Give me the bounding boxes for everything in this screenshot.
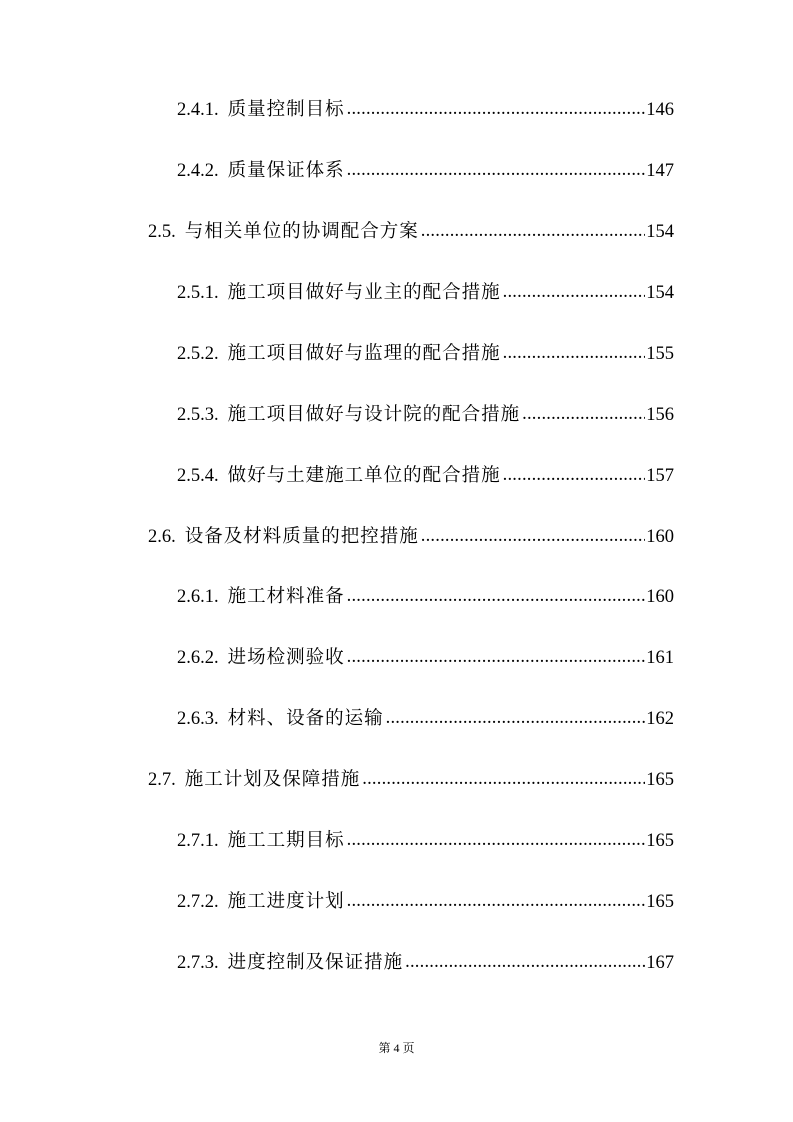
toc-entry-page: 156 bbox=[646, 405, 674, 425]
toc-entry[interactable] bbox=[177, 339, 674, 369]
toc-entry-title: 施工项目做好与设计院的配合措施 bbox=[227, 405, 521, 425]
toc-leader-dots bbox=[503, 338, 646, 368]
toc-entry-title: 进场检测验收 bbox=[227, 648, 345, 668]
page-footer bbox=[0, 1040, 793, 1056]
toc-entry-number: 2.6.2. bbox=[177, 648, 219, 668]
toc-entry-number: 2.5.3. bbox=[177, 405, 219, 425]
toc-entry-number: 2.6.3. bbox=[177, 709, 219, 729]
toc-entry-page: 165 bbox=[646, 892, 674, 912]
toc-entry-page: 154 bbox=[646, 222, 674, 242]
toc-leader-dots bbox=[503, 277, 646, 307]
toc-entry-title: 设备及材料质量的把控措施 bbox=[184, 527, 419, 547]
toc-entry-page: 157 bbox=[646, 466, 674, 486]
toc-entry-title: 施工工期目标 bbox=[227, 831, 345, 851]
toc-entry-page: 165 bbox=[646, 770, 674, 790]
toc-entry-page: 167 bbox=[646, 953, 674, 973]
toc-entry-title: 质量控制目标 bbox=[227, 100, 345, 120]
toc-leader-dots bbox=[347, 825, 646, 855]
toc-entry[interactable] bbox=[177, 156, 674, 186]
toc-leader-dots bbox=[347, 581, 646, 611]
toc-entry-number: 2.5. bbox=[148, 222, 176, 242]
toc-entry[interactable] bbox=[148, 522, 674, 552]
toc-leader-dots bbox=[405, 947, 645, 977]
toc-leader-dots bbox=[347, 155, 646, 185]
toc-entry-title: 质量保证体系 bbox=[227, 161, 345, 181]
toc-entry-title: 施工项目做好与监理的配合措施 bbox=[227, 344, 501, 364]
toc-entry-page: 162 bbox=[646, 709, 674, 729]
toc-entry[interactable] bbox=[148, 217, 674, 247]
toc-entry-page: 160 bbox=[646, 587, 674, 607]
toc-entry[interactable] bbox=[177, 826, 674, 856]
toc-entry[interactable] bbox=[177, 95, 674, 125]
toc-leader-dots bbox=[503, 460, 646, 490]
toc-leader-dots bbox=[362, 764, 645, 794]
toc-entry-page: 146 bbox=[646, 100, 674, 120]
toc-entry-page: 160 bbox=[646, 527, 674, 547]
toc-leader-dots bbox=[347, 642, 646, 672]
toc-entry-title: 施工材料准备 bbox=[227, 587, 345, 607]
toc-entry[interactable] bbox=[177, 461, 674, 491]
toc-entry-page: 155 bbox=[646, 344, 674, 364]
toc-entry[interactable] bbox=[177, 400, 674, 430]
toc-entry-number: 2.5.1. bbox=[177, 283, 219, 303]
toc-entry-number: 2.7.2. bbox=[177, 892, 219, 912]
toc-entry-number: 2.5.4. bbox=[177, 466, 219, 486]
toc-entry-number: 2.6.1. bbox=[177, 587, 219, 607]
toc-entry[interactable] bbox=[177, 278, 674, 308]
toc-entry[interactable] bbox=[177, 643, 674, 673]
toc-leader-dots bbox=[421, 521, 645, 551]
toc-entry[interactable] bbox=[148, 765, 674, 795]
page-number-label: 第 4 页 bbox=[378, 1041, 415, 1055]
toc-leader-dots bbox=[421, 216, 645, 246]
toc-leader-dots bbox=[347, 94, 646, 124]
toc-entry[interactable] bbox=[177, 948, 674, 978]
toc-entry-page: 165 bbox=[646, 831, 674, 851]
toc-entry-title: 做好与土建施工单位的配合措施 bbox=[227, 466, 501, 486]
toc-entry[interactable] bbox=[177, 887, 674, 917]
toc-entry-number: 2.4.1. bbox=[177, 100, 219, 120]
toc-entry-number: 2.6. bbox=[148, 527, 176, 547]
toc-entry-number: 2.7. bbox=[148, 770, 176, 790]
toc-leader-dots bbox=[347, 886, 646, 916]
toc-entry-number: 2.4.2. bbox=[177, 161, 219, 181]
toc-entry-title: 进度控制及保证措施 bbox=[227, 953, 404, 973]
toc-entry-title: 材料、设备的运输 bbox=[227, 709, 384, 729]
toc-entry-title: 与相关单位的协调配合方案 bbox=[184, 222, 419, 242]
toc-entry-page: 147 bbox=[646, 161, 674, 181]
toc-entry-page: 154 bbox=[646, 283, 674, 303]
toc-entry-title: 施工进度计划 bbox=[227, 892, 345, 912]
toc-entry-page: 161 bbox=[646, 648, 674, 668]
toc-entry[interactable] bbox=[177, 582, 674, 612]
toc-entry-number: 2.7.3. bbox=[177, 953, 219, 973]
toc-entry-number: 2.5.2. bbox=[177, 344, 219, 364]
toc-leader-dots bbox=[522, 399, 645, 429]
toc-entry-title: 施工项目做好与业主的配合措施 bbox=[227, 283, 501, 303]
toc-entry-title: 施工计划及保障措施 bbox=[184, 770, 361, 790]
toc-entry[interactable] bbox=[177, 704, 674, 734]
toc-leader-dots bbox=[386, 703, 646, 733]
toc-entry-number: 2.7.1. bbox=[177, 831, 219, 851]
